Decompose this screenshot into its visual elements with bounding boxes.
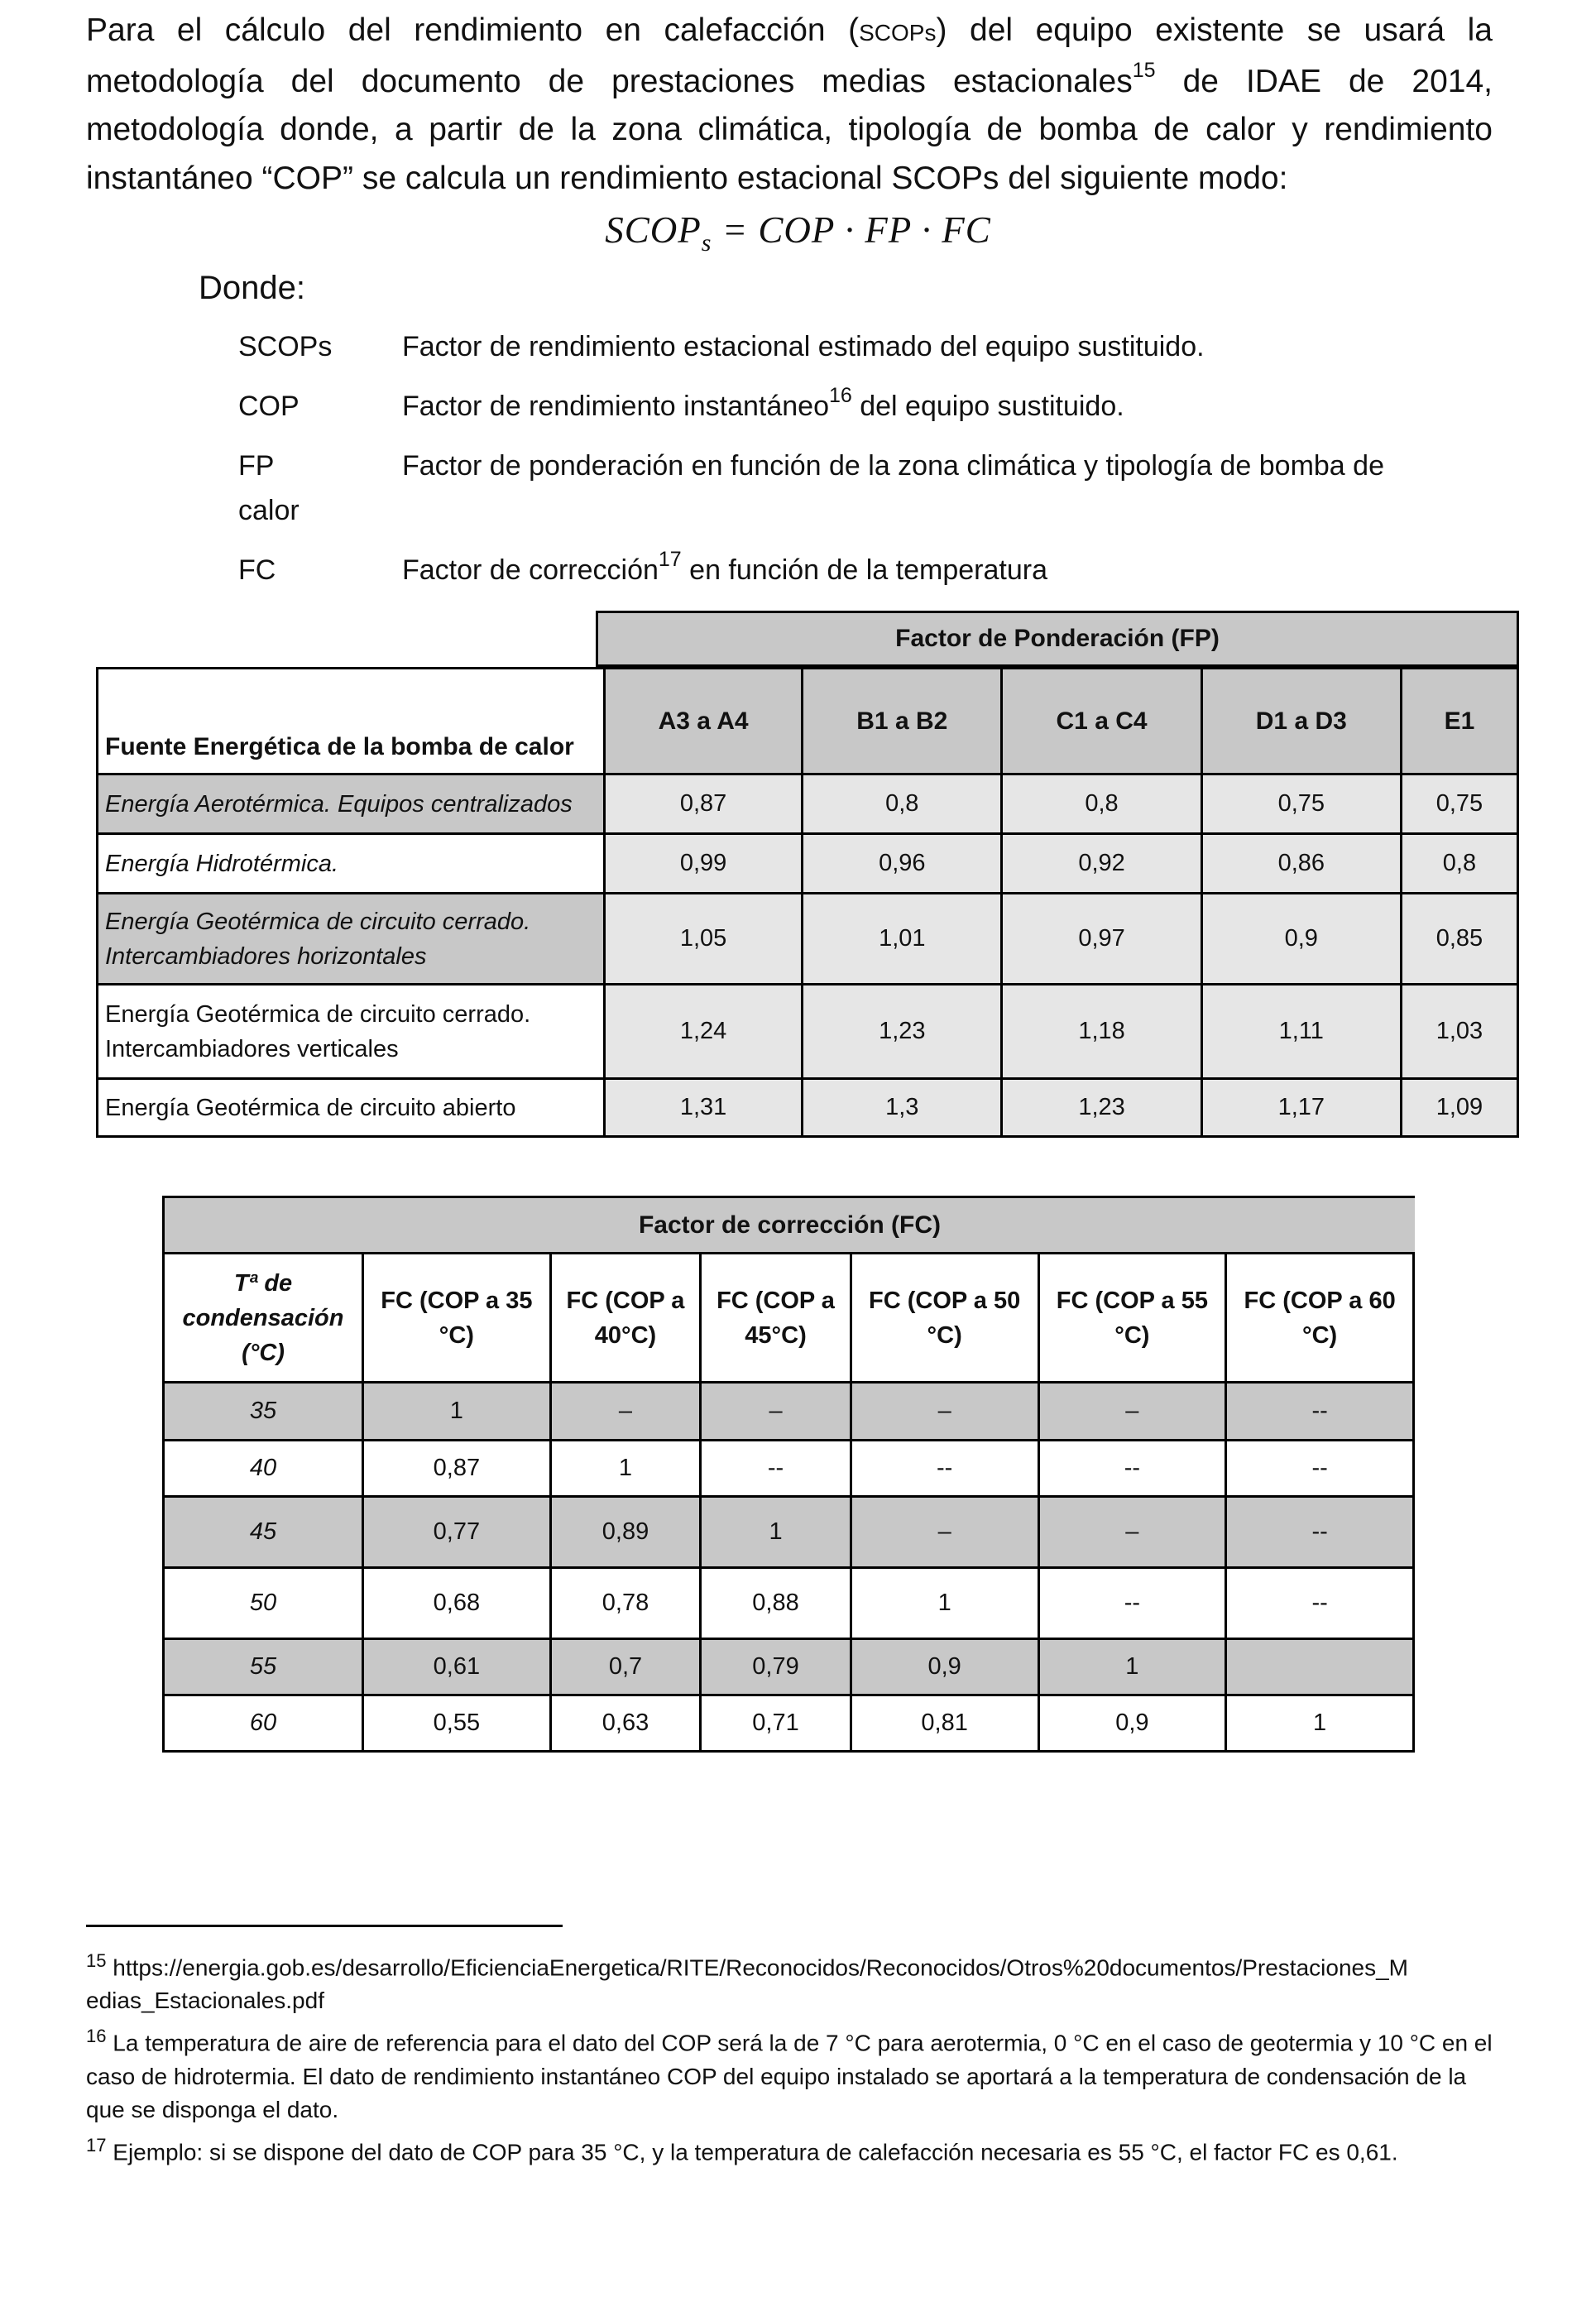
fp-value-cell: 1,05 xyxy=(605,894,803,985)
fc-value-cell: 1 xyxy=(851,1568,1038,1639)
formula-lhs: SCOP xyxy=(605,209,702,251)
fc-temp-cell: 45 xyxy=(164,1497,363,1568)
intro-text-1: Para el cálculo del rendimiento en calefacción ( xyxy=(86,12,860,48)
formula-lhs-sub: s xyxy=(701,229,712,257)
fc-value-cell: 0,7 xyxy=(550,1639,701,1695)
fp-value-cell: 0,85 xyxy=(1401,894,1517,985)
fc-cop-header-line: °C) xyxy=(1114,1321,1150,1349)
fp-value-cell: 1,24 xyxy=(605,985,803,1079)
fc-value-cell: 0,89 xyxy=(550,1497,701,1568)
fp-source-line: Intercambiadores horizontales xyxy=(105,942,427,970)
fc-value-cell: 1 xyxy=(363,1383,551,1441)
fp-value-cell: 1,23 xyxy=(803,985,1002,1079)
definition-desc xyxy=(402,547,1048,587)
fc-value-cell: 0,55 xyxy=(363,1695,551,1752)
fc-value-cell: 0,77 xyxy=(363,1497,551,1568)
fc-cop-header-line: FC (COP a 50 xyxy=(869,1287,1021,1314)
definition-term-continued: calor xyxy=(238,495,300,526)
fp-zone-header: C1 a C4 xyxy=(1002,669,1201,774)
fp-zone-header: B1 a B2 xyxy=(803,669,1002,774)
scops-small: SCOPs xyxy=(859,20,937,46)
fc-cop-header-line: °C) xyxy=(927,1321,962,1349)
fc-temp-cell: 40 xyxy=(164,1441,363,1497)
table-row xyxy=(98,774,1518,834)
fp-source-line: Energía Geotérmica de circuito cerrado. xyxy=(105,1000,531,1028)
table-row xyxy=(98,985,1518,1079)
fp-source-cell xyxy=(98,894,605,985)
fp-value-cell: 0,9 xyxy=(1201,894,1401,985)
fc-value-cell: 1 xyxy=(1038,1639,1226,1695)
footnote-ref-17: 17 xyxy=(658,547,682,571)
fc-value-cell: 1 xyxy=(550,1441,701,1497)
fc-value-cell: -- xyxy=(1038,1568,1226,1639)
fc-header-row xyxy=(164,1254,1414,1383)
fp-value-cell: 1,03 xyxy=(1401,985,1517,1079)
fc-value-cell: -- xyxy=(851,1441,1038,1497)
fp-source-cell: Energía Hidrotérmica. xyxy=(98,834,605,894)
fp-value-cell: 0,8 xyxy=(1002,774,1201,834)
table-row xyxy=(98,1079,1518,1137)
footnote-15 xyxy=(86,1945,1493,2017)
fc-value-cell: – xyxy=(701,1383,851,1441)
footnote-16 xyxy=(86,2020,1493,2126)
scops-formula xyxy=(0,209,1596,257)
definition-term: FP xyxy=(238,450,275,482)
definition-desc-after: del equipo sustituido. xyxy=(851,391,1124,422)
fc-cop-header-line: FC (COP a xyxy=(717,1287,835,1314)
fp-source-cell xyxy=(98,985,605,1079)
fp-source-cell: Energía Geotérmica de circuito abierto xyxy=(98,1079,605,1137)
fp-zone-header: A3 a A4 xyxy=(605,669,803,774)
fc-cop-header xyxy=(550,1254,701,1383)
fc-value-cell: – xyxy=(1038,1497,1226,1568)
formula-rhs: = COP · FP · FC xyxy=(712,209,991,251)
fc-cop-header xyxy=(851,1254,1038,1383)
fc-value-cell: 0,9 xyxy=(1038,1695,1226,1752)
fc-value-cell: -- xyxy=(1038,1441,1226,1497)
table-row xyxy=(98,894,1518,985)
fc-temp-header xyxy=(164,1254,363,1383)
fc-value-cell: -- xyxy=(1226,1568,1414,1639)
footnote-17 xyxy=(86,2129,1493,2169)
fc-temp-header-line: condensación xyxy=(182,1304,344,1331)
fc-value-cell xyxy=(1226,1639,1414,1695)
fc-value-cell: 0,81 xyxy=(851,1695,1038,1752)
intro-text-3: de IDAE de 2014, metodología donde, a partir de la zona climática, tipología de bomba de calor y rendimiento instantáneo “COP” se calcula un rendimiento estacional SCOPs del siguiente modo: xyxy=(86,63,1493,196)
fc-temp-cell: 35 xyxy=(164,1383,363,1441)
fc-cop-header-line: 45°C) xyxy=(745,1321,807,1349)
fc-value-cell: 1 xyxy=(701,1497,851,1568)
table-row xyxy=(164,1695,1414,1752)
fp-value-cell: 1,11 xyxy=(1201,985,1401,1079)
definition-desc-text: Factor de corrección xyxy=(402,554,659,586)
fc-cop-header xyxy=(1038,1254,1226,1383)
fp-source-header: Fuente Energética de la bomba de calor xyxy=(98,669,605,774)
footnote-ref-15: 15 xyxy=(1132,58,1156,82)
footnote-url-continued[interactable]: edias_Estacionales.pdf xyxy=(86,1988,324,2014)
fc-temp-cell: 50 xyxy=(164,1568,363,1639)
fp-source-line: Intercambiadores verticales xyxy=(105,1035,399,1062)
fc-temp-header-line: (°C) xyxy=(242,1339,285,1366)
fc-temp-cell: 60 xyxy=(164,1695,363,1752)
fc-cop-header-line: FC (COP a 60 xyxy=(1244,1287,1396,1314)
fc-value-cell: 0,87 xyxy=(363,1441,551,1497)
fp-zone-header: E1 xyxy=(1401,669,1517,774)
fp-value-cell: 0,96 xyxy=(803,834,1002,894)
definition-term: SCOPs xyxy=(238,331,333,362)
fp-value-cell: 0,99 xyxy=(605,834,803,894)
fp-value-cell: 0,8 xyxy=(1401,834,1517,894)
fp-source-line: Energía Geotérmica de circuito cerrado. xyxy=(105,908,531,935)
fc-value-cell: -- xyxy=(1226,1497,1414,1568)
fc-cop-header-line: FC (COP a xyxy=(566,1287,685,1314)
definition-desc: Factor de ponderación en función de la zona climática y tipología de bomba de xyxy=(402,450,1384,482)
fc-value-cell: -- xyxy=(1226,1441,1414,1497)
fc-cop-header xyxy=(1226,1254,1414,1383)
fc-value-cell: -- xyxy=(1226,1383,1414,1441)
definition-desc: Factor de rendimiento estacional estimado del equipo sustituido. xyxy=(402,331,1205,362)
fp-value-cell: 0,97 xyxy=(1002,894,1201,985)
footnote-text: La temperatura de aire de referencia para el dato del COP será la de 7 °C para aerotermia, 0 °C en el caso de geotermia y 10 °C en el caso de hidrotermia. El dato de rendimiento instantáneo COP del equipo instalado se aportará a la temperatura de condensación de la que se disponga el dato. xyxy=(86,2030,1493,2122)
table-row xyxy=(164,1639,1414,1695)
fc-value-cell: 0,9 xyxy=(851,1639,1038,1695)
fc-value-cell: 1 xyxy=(1226,1695,1414,1752)
footnote-url[interactable]: https://energia.gob.es/desarrollo/EficienciaEnergetica/RITE/Reconocidos/Reconocidos/Otros%20documentos/Prestaciones_M xyxy=(106,1954,1408,1981)
footnote-text: Ejemplo: si se dispone del dato de COP para 35 °C, y la temperatura de calefacción necesaria es 55 °C, el factor FC es 0,61. xyxy=(106,2138,1398,2165)
donde-label: Donde: xyxy=(199,270,305,306)
fp-value-cell: 1,23 xyxy=(1002,1079,1201,1137)
fc-value-cell: 0,78 xyxy=(550,1568,701,1639)
fc-value-cell: -- xyxy=(701,1441,851,1497)
fp-value-cell: 1,17 xyxy=(1201,1079,1401,1137)
fp-value-cell: 0,87 xyxy=(605,774,803,834)
definition-desc xyxy=(402,383,1124,423)
table-row xyxy=(164,1568,1414,1639)
fc-value-cell: – xyxy=(851,1497,1038,1568)
fp-header-row xyxy=(98,669,1518,774)
footnote-ref-16: 16 xyxy=(828,383,852,407)
fc-cop-header-line: °C) xyxy=(439,1321,474,1349)
fp-value-cell: 0,75 xyxy=(1201,774,1401,834)
fp-value-cell: 1,18 xyxy=(1002,985,1201,1079)
footnote-number: 17 xyxy=(86,2134,107,2156)
footnote-separator xyxy=(86,1925,563,1927)
definition-desc-text: Factor de rendimiento instantáneo xyxy=(402,391,829,422)
fc-cop-header-line: FC (COP a 35 xyxy=(381,1287,533,1314)
fc-value-cell: 0,88 xyxy=(701,1568,851,1639)
footnote-number: 16 xyxy=(86,2026,107,2047)
fc-cop-header xyxy=(701,1254,851,1383)
intro-text-2: ) del equipo existente se usará la metodología del documento de prestaciones medias estacionales xyxy=(86,12,1493,99)
fp-zone-header: D1 a D3 xyxy=(1201,669,1401,774)
fc-value-cell: 0,63 xyxy=(550,1695,701,1752)
fc-cop-header-line: °C) xyxy=(1302,1321,1338,1349)
table-row xyxy=(164,1497,1414,1568)
fc-value-cell: 0,68 xyxy=(363,1568,551,1639)
fc-value-cell: – xyxy=(1038,1383,1226,1441)
table-row xyxy=(164,1383,1414,1441)
fp-value-cell: 0,8 xyxy=(803,774,1002,834)
fp-value-cell: 0,92 xyxy=(1002,834,1201,894)
definition-desc-after: en función de la temperatura xyxy=(681,554,1048,586)
footnote-number: 15 xyxy=(86,1950,107,1971)
fc-cop-header-line: FC (COP a 55 xyxy=(1056,1287,1208,1314)
fc-value-cell: – xyxy=(851,1383,1038,1441)
fp-value-cell: 0,75 xyxy=(1401,774,1517,834)
footnotes xyxy=(86,1945,1493,2171)
fp-value-cell: 1,09 xyxy=(1401,1079,1517,1137)
fc-value-cell: – xyxy=(550,1383,701,1441)
fc-cop-header-line: 40°C) xyxy=(594,1321,657,1349)
fc-cop-header xyxy=(363,1254,551,1383)
definition-term: FC xyxy=(238,554,276,586)
fp-table-title: Factor de Ponderación (FP) xyxy=(596,611,1519,667)
fp-value-cell: 1,31 xyxy=(605,1079,803,1137)
fc-table-title: Factor de corrección (FC) xyxy=(162,1196,1415,1252)
intro-paragraph xyxy=(86,7,1493,203)
fc-value-cell: 0,71 xyxy=(701,1695,851,1752)
definition-term: COP xyxy=(238,391,300,422)
fp-value-cell: 1,3 xyxy=(803,1079,1002,1137)
fc-value-cell: 0,79 xyxy=(701,1639,851,1695)
table-row xyxy=(164,1441,1414,1497)
table-row xyxy=(98,834,1518,894)
fp-table xyxy=(96,667,1519,1138)
fp-value-cell: 0,86 xyxy=(1201,834,1401,894)
fp-value-cell: 1,01 xyxy=(803,894,1002,985)
fc-temp-header-line: Tª de xyxy=(233,1269,293,1297)
fc-table xyxy=(162,1252,1415,1753)
fc-temp-cell: 55 xyxy=(164,1639,363,1695)
fc-value-cell: 0,61 xyxy=(363,1639,551,1695)
fp-source-cell: Energía Aerotérmica. Equipos centralizados xyxy=(98,774,605,834)
